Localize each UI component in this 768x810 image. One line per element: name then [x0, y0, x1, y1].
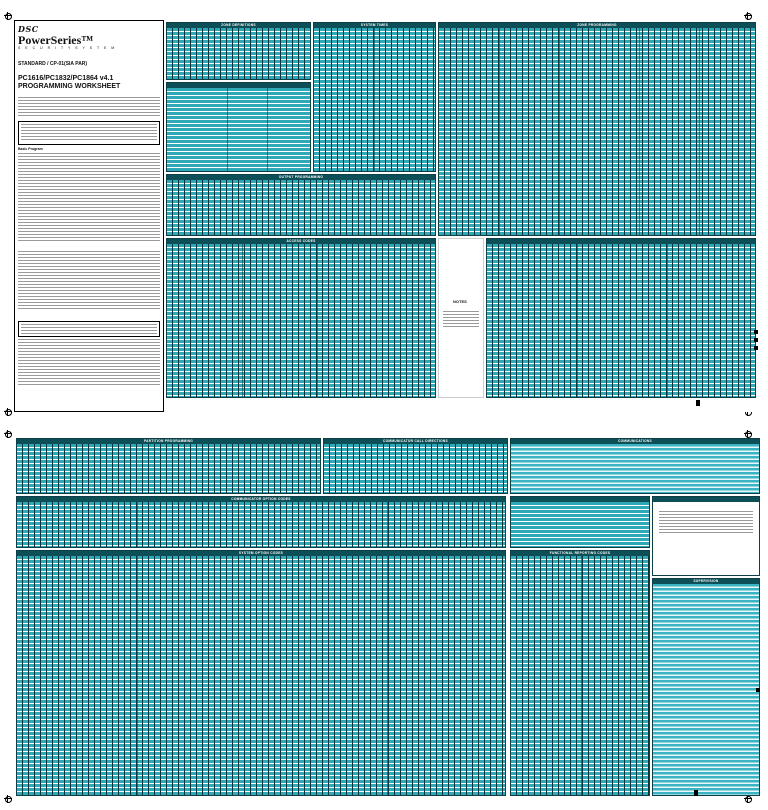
example-table [18, 321, 160, 337]
access-codes-panel [166, 238, 436, 398]
panel-title: ZONE PROGRAMMING [439, 23, 755, 28]
panel-title: COMMUNICATIONS [511, 439, 759, 444]
registration-mark [744, 795, 752, 803]
right-options-panel [652, 496, 760, 576]
page-marker [756, 688, 760, 692]
panel-title: FUNCTIONAL REPORTING CODES [511, 551, 649, 556]
worksheet-page-2 [14, 438, 762, 796]
format-label: STANDARD / CP-01(SIA PAR) [18, 61, 88, 67]
model-comparison-table [18, 121, 160, 145]
notes-panel [438, 238, 484, 398]
communicator-option-codes-panel [16, 496, 506, 548]
panel-title: OUTPUT PROGRAMMING [167, 175, 435, 180]
panel-title: COMMUNICATOR CALL DIRECTIONS [324, 439, 507, 444]
dialing-options-panel [510, 496, 650, 548]
registration-mark [744, 12, 752, 20]
brand-logo [18, 24, 138, 50]
worksheet-heading: PROGRAMMING WORKSHEET [18, 83, 121, 90]
crop-block [696, 400, 700, 406]
panel-title: SUPERVISION [653, 579, 759, 584]
brand-tagline: S E C U R I T Y S Y S T E M [18, 46, 117, 50]
panel-title: PARTITION PROGRAMMING [17, 439, 320, 444]
communications-panel [510, 438, 760, 494]
registration-mark [4, 795, 12, 803]
registration-mark [4, 430, 12, 438]
zone-definitions-table [166, 82, 311, 172]
page-marker [754, 330, 758, 334]
programming-notes-text [18, 251, 160, 311]
basic-program-heading: Basic Program [18, 147, 43, 151]
model-list: PC1616/PC1832/PC1864 v4.1 [18, 75, 114, 82]
crop-block [694, 790, 698, 796]
panel-title: SYSTEM OPTION CODES [17, 551, 505, 556]
registration-mark [4, 12, 12, 20]
zone-attributes-panel [486, 238, 756, 398]
page-marker [754, 338, 758, 342]
zone-programming-panel [438, 22, 756, 236]
panel-title: COMMUNICATOR OPTION CODES [17, 497, 505, 502]
basic-program-text [18, 153, 160, 243]
brand-maker: DSC [18, 24, 39, 34]
communicator-call-directions-panel [323, 438, 508, 494]
supervision-panel [652, 578, 760, 796]
panel-title: ZONE DEFINITIONS [167, 23, 310, 28]
intro-text [18, 97, 160, 118]
worksheet-title [18, 75, 158, 91]
footer-text [18, 339, 160, 387]
brand-product: PowerSeries™ [18, 33, 94, 47]
page-marker [754, 346, 758, 350]
zone-definitions-panel [166, 22, 311, 80]
panel-title: ACCESS CODES [167, 239, 435, 244]
functional-reporting-panel [510, 550, 650, 796]
partition-programming-panel [16, 438, 321, 494]
system-times-panel [313, 22, 436, 172]
registration-mark [744, 430, 752, 438]
panel-title: SYSTEM TIMES [314, 23, 435, 28]
system-option-codes-panel [16, 550, 506, 796]
info-column [14, 20, 164, 412]
registration-mark [4, 408, 12, 416]
worksheet-page-1 [14, 20, 762, 412]
output-programming-panel [166, 174, 436, 236]
notes-heading: NOTES [453, 299, 467, 304]
